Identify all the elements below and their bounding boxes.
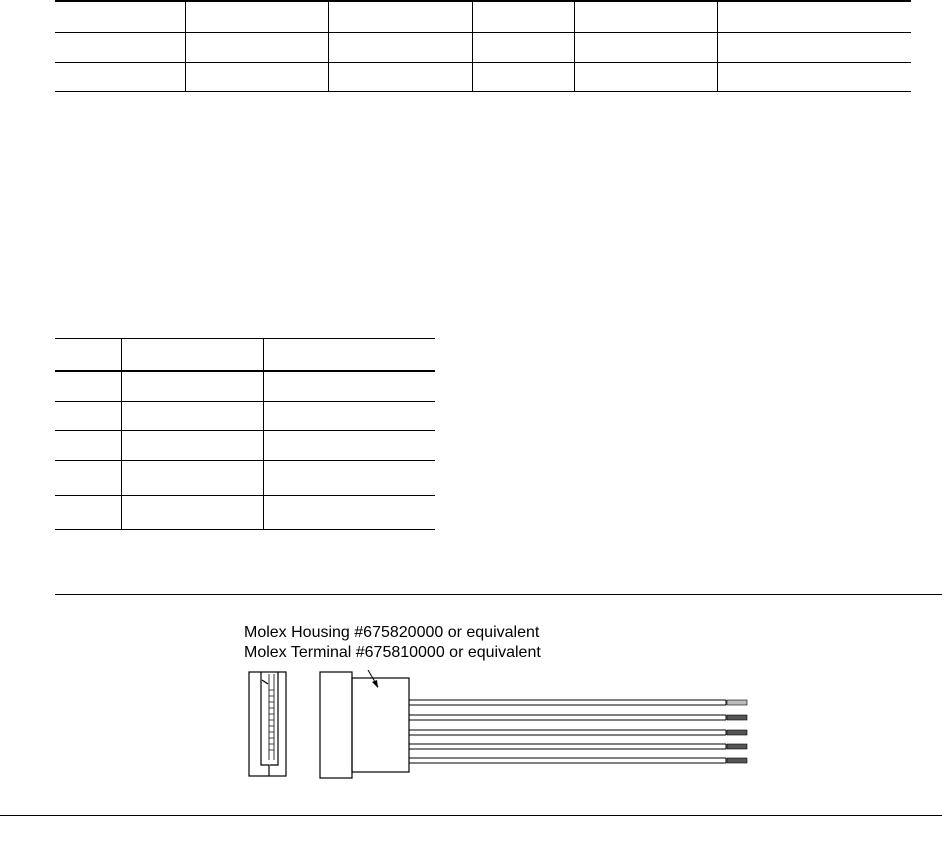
pin-table-rule bbox=[55, 430, 435, 431]
pin-table-rule bbox=[55, 529, 435, 530]
top-table-rule bbox=[55, 91, 911, 92]
figure-label-terminal: Molex Terminal #675810000 or equivalent bbox=[244, 644, 541, 661]
top-table-column-divider bbox=[574, 0, 575, 92]
wire bbox=[409, 700, 747, 705]
pin-table-rule bbox=[55, 370, 435, 372]
pin-table-rule bbox=[55, 495, 435, 496]
wire-bundle bbox=[409, 700, 747, 763]
wire bbox=[409, 730, 747, 735]
top-table-column-divider bbox=[328, 0, 329, 92]
wire bbox=[409, 715, 747, 720]
top-table-rule bbox=[55, 62, 911, 63]
leader-arrow bbox=[368, 670, 378, 688]
wire bbox=[409, 758, 747, 763]
connector-body bbox=[320, 672, 409, 778]
figure-label-housing: Molex Housing #675820000 or equivalent bbox=[244, 624, 540, 641]
top-table-column-divider bbox=[185, 0, 186, 92]
figure-top-rule bbox=[55, 594, 942, 595]
pin-table-rule bbox=[55, 401, 435, 402]
top-table-rule bbox=[55, 32, 911, 33]
top-table-column-divider bbox=[717, 0, 718, 92]
top-table-column-divider bbox=[472, 0, 473, 92]
pin-table-rule bbox=[55, 338, 435, 339]
pin-table-column-divider bbox=[263, 338, 264, 530]
top-table-rule bbox=[55, 0, 911, 2]
wire bbox=[409, 744, 747, 749]
pin-table-rule bbox=[55, 460, 435, 461]
pin-table-column-divider bbox=[121, 338, 122, 530]
connector-side-view bbox=[249, 672, 286, 776]
connector-drawing bbox=[240, 660, 770, 790]
figure-bottom-rule bbox=[0, 815, 942, 816]
